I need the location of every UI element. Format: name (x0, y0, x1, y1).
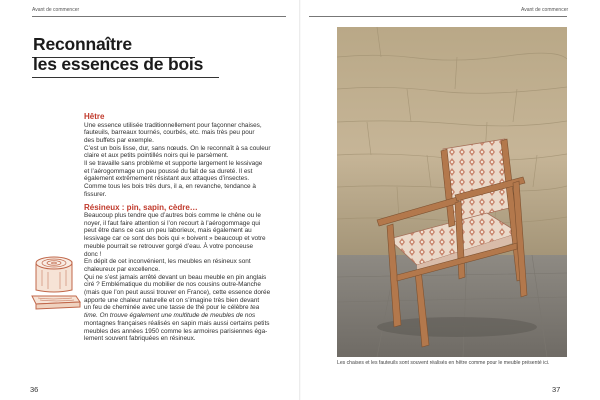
paragraph-line: également extrêmement résistant aux attaques d’insectes. (84, 175, 250, 183)
book-gutter (299, 0, 301, 400)
paragraph-line: En dépit de cet inconvénient, les meubles en résineux sont (84, 258, 251, 266)
page-title-line-2: les essences de bois (33, 54, 204, 74)
paragraph-line: Qui ne s’est jamais arrêté devant un beau meuble en pin anglais (84, 273, 267, 281)
paragraph-line: ciré ? Emblématique du mobilier de nos cousins outre-Manche (84, 281, 261, 289)
page-number-right: 37 (552, 385, 561, 394)
body-text-column (84, 112, 290, 343)
paragraph-line (84, 304, 290, 312)
paragraph-line (84, 312, 290, 320)
paragraph-line: lement souvent fabriquées en résineux. (84, 335, 196, 343)
paragraph-line: claire et aux petits pointillés noirs qui le parsèment. (84, 152, 229, 160)
paragraph-line: (mais que l’on peut aussi trouver en France), cette essence dorée (84, 289, 271, 297)
right-header-rule (309, 16, 567, 17)
paragraph-line: chaleureux par excellence. (84, 265, 161, 273)
paragraph-line: Une essence utilisée traditionnellement pour façonner chaises, (84, 121, 262, 129)
section-heading-resineux: Résineux : pin, sapin, cèdre… (84, 202, 198, 212)
paragraph-line: lessivage car ce sont des bois qui « boivent » beaucoup et votre (84, 235, 266, 243)
paragraph-line: montagnes françaises réalisés en sapin mais aussi certains petits (84, 319, 270, 327)
left-running-head: Avant de commencer (32, 7, 80, 13)
paragraph-line: meubles des années 1950 comme les armoires parisiennes éga- (84, 327, 268, 335)
tea-time-italic: tea (250, 304, 260, 312)
paragraph-line: noyer, il faut faire attention si l’on recourt à l’aérogommage qui (84, 219, 261, 227)
paragraph-line: Comme tous les bois très durs, il a, en revanche, tendance à (84, 183, 256, 191)
paragraph-line: donc ! (84, 250, 102, 258)
paragraph-line: et l’aérogommage un peu poussé du fait de sa dureté. Il est (84, 167, 253, 175)
left-header-rule (32, 16, 286, 17)
wood-log-illustration (28, 252, 84, 312)
title-underline-2 (32, 77, 219, 78)
paragraph-line: des buffets par exemple. (84, 136, 154, 144)
photo-caption: Les chaises et les fauteuils sont souvent réalisés en hêtre comme pour le meuble présenté ici. (337, 360, 550, 366)
paragraph-line: fissurer. (84, 190, 107, 198)
right-running-head: Avant de commencer (521, 7, 569, 13)
paragraph-line: peut être dans ce cas un peu laborieux, mais également au (84, 227, 252, 235)
paragraph-line: apporte une chaleur naturelle et on s’imagine très bien devant (84, 296, 260, 304)
paragraph-line: meuble pourrait se retrouver gorgé d’eau. À votre ponceuse (84, 242, 254, 250)
section-heading-hetre: Hêtre (84, 112, 105, 121)
paragraph-line: Il se travaille sans problème et supporte largement le lessivage (84, 160, 263, 168)
paragraph-line-text: time. On trouve également une multitude de meubles de nos (84, 312, 256, 320)
page-number-left: 36 (30, 385, 39, 394)
page-title-line-1: Reconnaître (33, 34, 132, 54)
paragraph-line: fauteuils, barreaux tournés, courbés, etc. mais très peu pour (84, 129, 255, 137)
paragraph-line: Beaucoup plus tendre que d’autres bois comme le chêne ou le (84, 212, 261, 220)
paragraph-line-text: un feu de cheminée avec une tasse de thé pour le célèbre (84, 304, 251, 312)
armchair-photo (337, 27, 567, 357)
paragraph-line: C’est un bois lisse, dur, sans nœuds. On le reconnaît à sa couleur (84, 144, 271, 152)
